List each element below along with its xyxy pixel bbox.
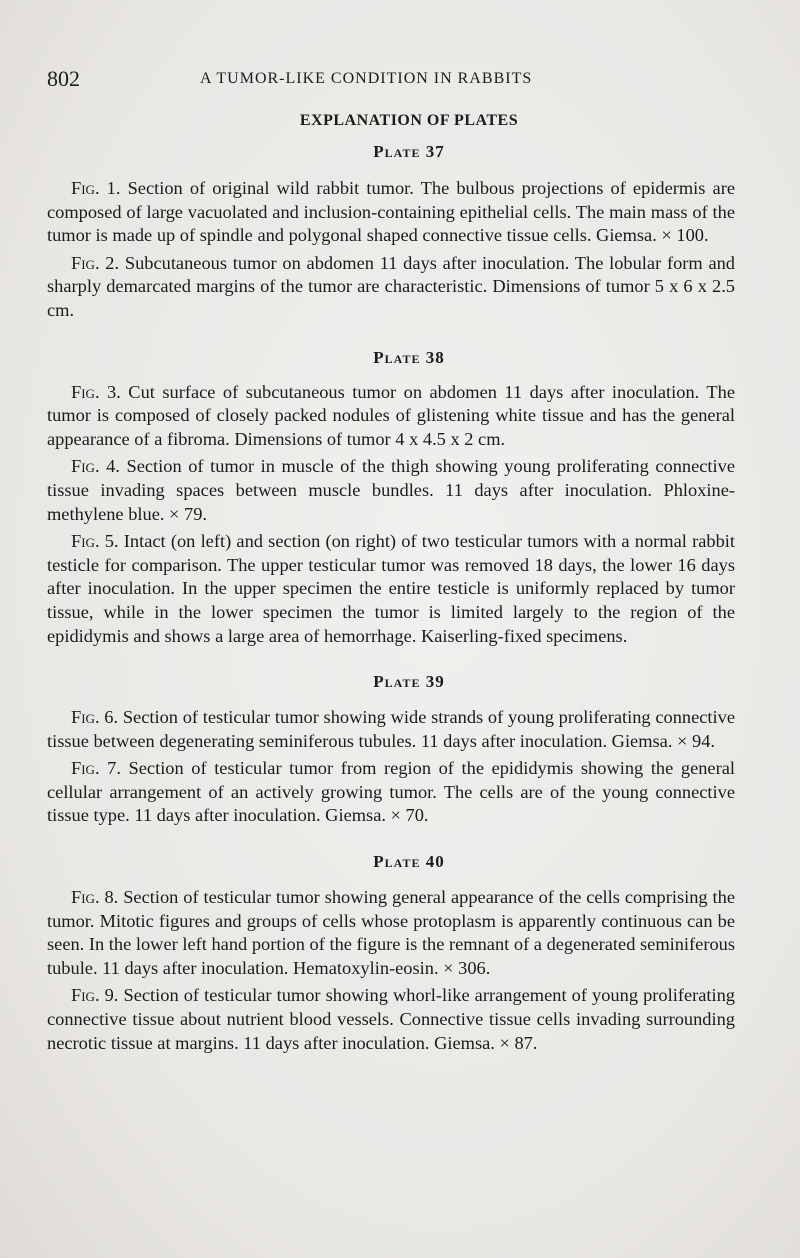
figure-caption	[47, 381, 735, 452]
figure-text: Section of testicular tumor showing whorl-like arrangement of young proliferating connective tissue about nutrient blood vessels. Connective tissue cells invading surrounding necrotic tissue at margins. 11 days after inoculation. Giemsa. × 87.	[47, 985, 735, 1053]
figure-text: Section of testicular tumor showing wide strands of young proliferating connective tissue between degenerating seminiferous tubules. 11 days after inoculation. Giemsa. × 94.	[47, 707, 735, 751]
figure-text: Section of tumor in muscle of the thigh showing young proliferating connective tissue invading spaces between muscle bundles. 11 days after inoculation. Phloxine-methylene blue. × 79.	[47, 456, 735, 524]
figure-label: Fig. 1.	[71, 178, 121, 198]
figure-text: Intact (on left) and section (on right) of two testicular tumors with a normal rabbit testicle for comparison. The upper testicular tumor was removed 18 days, the lower 16 days after inoculation. In the upper specimen the entire testicle is uniformly replaced by tumor tissue, while in the lower specimen the tumor is limited largely to the region of the epididymis and shows a large area of hemorrhage. Kaiserling-fixed specimens.	[47, 531, 735, 646]
figure-label: Fig. 7.	[71, 758, 121, 779]
section-title: EXPLANATION OF PLATES	[299, 112, 519, 129]
plate-heading: Plate 38	[373, 347, 445, 367]
figure-caption	[47, 252, 735, 323]
page-header	[47, 66, 747, 96]
figure-text: Cut surface of subcutaneous tumor on abdomen 11 days after inoculation. The tumor is composed of closely packed nodules of glistening white tissue and has the general appearance of a fibroma. Dimensions of tumor 4 x 4.5 x 2 cm.	[47, 381, 735, 449]
plate-heading: Plate 39	[373, 672, 445, 692]
figure-label: Fig. 4.	[71, 456, 120, 477]
figure-caption	[47, 984, 735, 1055]
figure-label: Fig. 8.	[71, 887, 119, 908]
figure-caption	[47, 455, 735, 526]
figure-text: Subcutaneous tumor on abdomen 11 days after inoculation. The lobular form and sharply demarcated margins of the tumor are characteristic. Dimensions of tumor 5 x 6 x 2.5 cm.	[47, 252, 735, 320]
plate-heading: Plate 40	[373, 852, 445, 872]
figure-label: Fig. 6.	[71, 707, 119, 728]
figure-caption	[47, 530, 735, 648]
running-title: A TUMOR-LIKE CONDITION IN RABBITS	[200, 70, 533, 87]
plate-heading: Plate 37	[373, 142, 445, 161]
figure-caption	[47, 706, 735, 753]
figure-text: Section of testicular tumor from region of the epididymis showing the general cellular arrangement of an actively growing tumor. The cells are of the young connective tissue type. 11 days after inoculation. Giemsa. × 70.	[47, 758, 735, 826]
figure-text: Section of original wild rabbit tumor. The bulbous projections of epidermis are composed of large vacuolated and inclusion-containing epithelial cells. The main mass of the tumor is made up of spindle and polygonal shaped connective tissue cells. Giemsa. × 100.	[47, 178, 735, 246]
figure-caption	[47, 886, 735, 980]
page-number: 802	[47, 66, 80, 91]
plate-explanations	[47, 112, 735, 1059]
figure-label: Fig. 2.	[71, 252, 120, 273]
figure-text: Section of testicular tumor showing general appearance of the cells comprising the tumor. Mitotic figures and groups of cells whose protoplasm is apparently continuous can be seen. In the lower left hand portion of the figure is the remnant of a degenerated seminiferous tubule. 11 days after inoculation. Hematoxylin-eosin. × 306.	[47, 887, 735, 978]
figure-label: Fig. 9.	[71, 985, 119, 1006]
figure-label: Fig. 5.	[71, 531, 119, 552]
figure-label: Fig. 3.	[71, 381, 121, 402]
figure-caption	[47, 177, 735, 248]
figure-caption	[47, 757, 735, 828]
